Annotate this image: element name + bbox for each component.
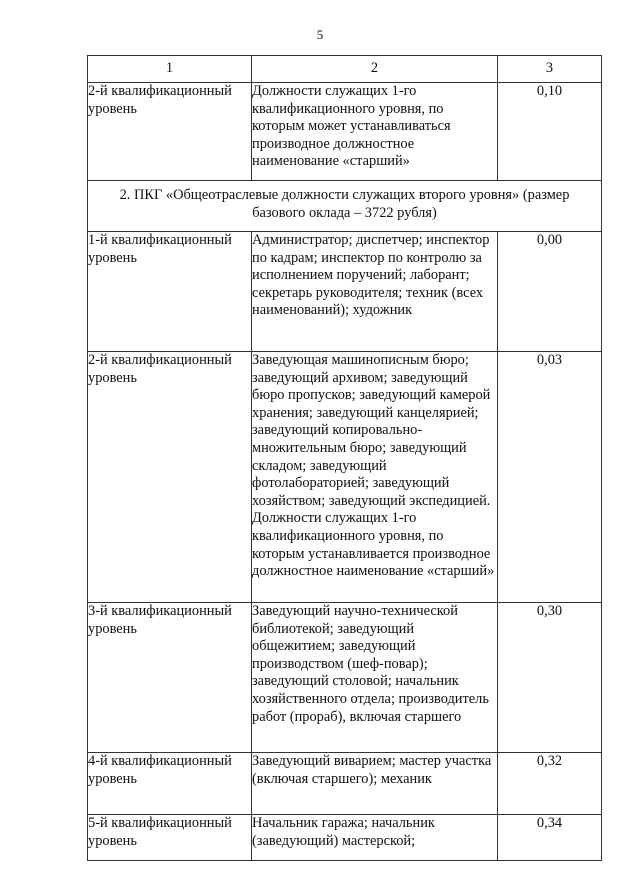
- header-cell-level: 1: [88, 56, 252, 83]
- coefficient-cell: 0,30: [498, 603, 602, 753]
- level-cell: 5-й квалификационный уровень: [88, 815, 252, 861]
- description-cell: Должности служащих 1-го квалификационного уровня, по которым может устанавливаться производное должностное наименование «старший»: [252, 83, 498, 181]
- header-cell-coefficient: 3: [498, 56, 602, 83]
- group-header-row: [88, 181, 602, 232]
- description-cell: Заведующая машинописным бюро; заведующий архивом; заведующий бюро пропусков; заведующий камерой хранения; заведующий канцелярией; заведующий копировально-множительным бюро; заведующий складом; заведующий фотолабораторией; заведующий хозяйством; заведующий экспедицией. Должности служащих 1-го квалификационного уровня, по которым устанавливается производное должностное наименование «старший»: [252, 352, 498, 603]
- qualification-table: [87, 55, 602, 861]
- table-row: [88, 352, 602, 603]
- table-row: [88, 753, 602, 815]
- description-cell: Начальник гаража; начальник (заведующий) мастерской;: [252, 815, 498, 861]
- coefficient-cell: 0,10: [498, 83, 602, 181]
- level-cell: 1-й квалификационный уровень: [88, 232, 252, 352]
- coefficient-cell: 0,03: [498, 352, 602, 603]
- description-cell: Заведующий научно-технической библиотекой; заведующий общежитием; заведующий производством (шеф-повар); заведующий столовой; начальник хозяйственного отдела; производитель работ (прораб), включая старшего: [252, 603, 498, 753]
- level-cell: 2-й квалификационный уровень: [88, 352, 252, 603]
- header-cell-description: 2: [252, 56, 498, 83]
- level-cell: 2-й квалификационный уровень: [88, 83, 252, 181]
- description-cell: Заведующий виварием; мастер участка (включая старшего); механик: [252, 753, 498, 815]
- description-cell: Администратор; диспетчер; инспектор по кадрам; инспектор по контролю за исполнением поручений; лаборант; секретарь руководителя; техник (всех наименований); художник: [252, 232, 498, 352]
- page-number: 5: [316, 27, 324, 42]
- group-header-cell: 2. ПКГ «Общеотраслевые должности служащих второго уровня» (размер базового оклада – 3722 рубля): [88, 181, 602, 232]
- table-row: [88, 815, 602, 861]
- level-cell: 4-й квалификационный уровень: [88, 753, 252, 815]
- table-row: [88, 83, 602, 181]
- coefficient-cell: 0,32: [498, 753, 602, 815]
- level-cell: 3-й квалификационный уровень: [88, 603, 252, 753]
- coefficient-cell: 0,00: [498, 232, 602, 352]
- table-row: [88, 603, 602, 753]
- table-header-row: [88, 56, 602, 83]
- coefficient-cell: 0,34: [498, 815, 602, 861]
- table-row: [88, 232, 602, 352]
